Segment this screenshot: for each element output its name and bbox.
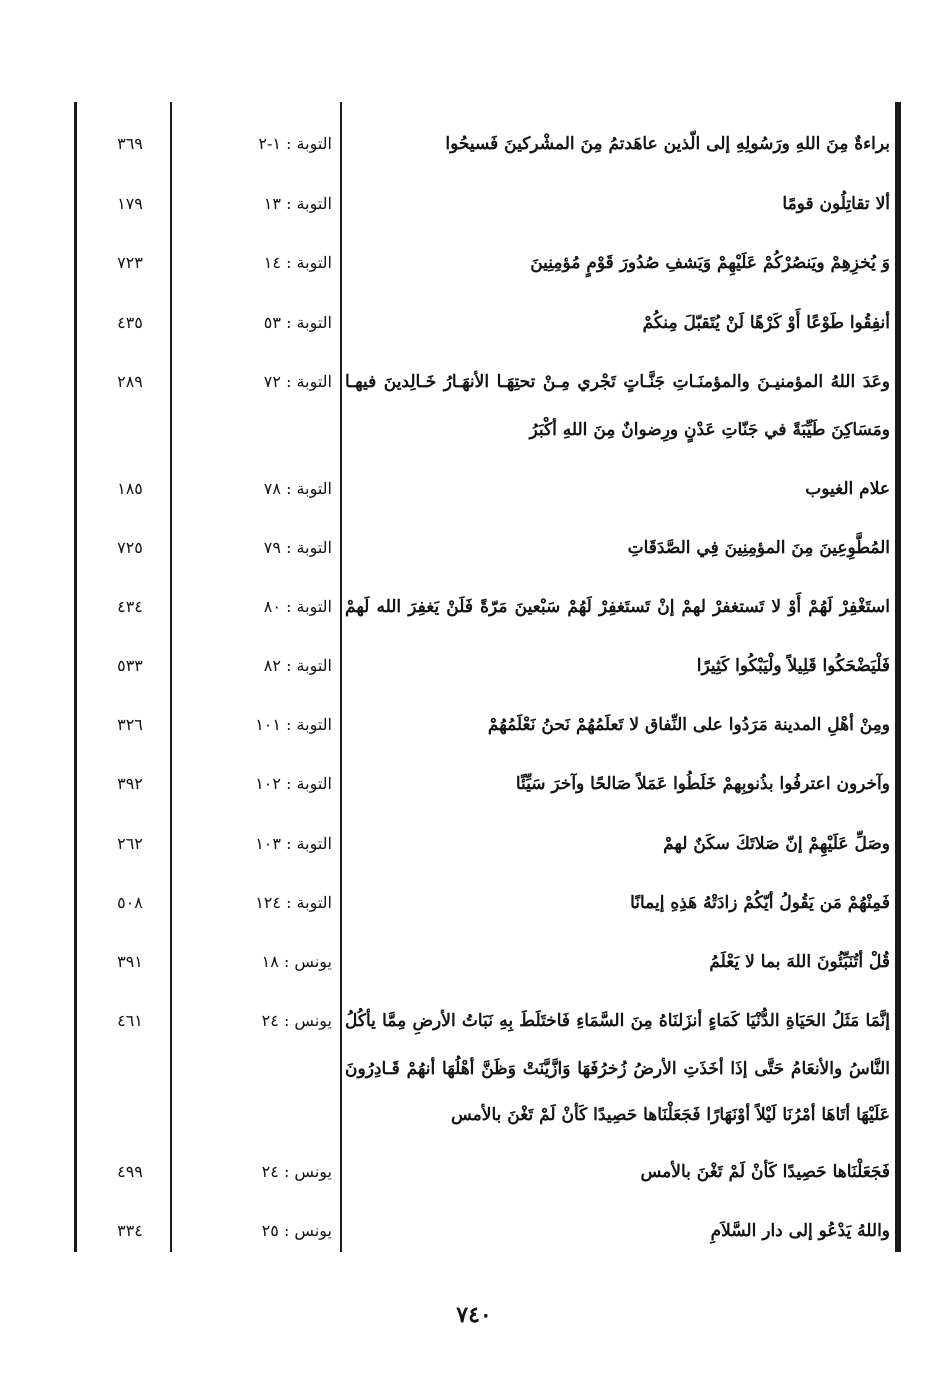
page-number: ٤٣٥ — [117, 313, 143, 332]
surah-reference: التوبة : ٥٣ — [263, 313, 332, 332]
verse-text: فَجَعَلْنَاها حَصِيدًا كَأنْ لَمْ تَغْنَ بالأمس — [640, 1162, 890, 1182]
surah-reference: التوبة : ١٢٤ — [255, 893, 332, 912]
verse-text: براءةٌ مِنَ اللهِ ورَسُولِهِ إلى الّذين عاهَدتمُ مِنَ المشْركينَ فَسيحُوا — [445, 134, 890, 154]
page-number: ٣٢٦ — [117, 715, 143, 734]
page-number: ٢٦٢ — [117, 834, 143, 853]
verse-text: واللهُ يَدْعُو إلى دار السَّلاَمِ — [710, 1221, 890, 1241]
page-column-divider — [170, 102, 172, 1252]
page-number: ٣٣٤ — [117, 1221, 143, 1240]
page-number: ٤٩٩ — [117, 1162, 143, 1181]
page-number: ٧٢٣ — [117, 253, 143, 272]
verse-text: فَمِنْهُمْ مَن يَقُولُ أيّكُمْ زادَتْهُ هَذِهِ إيمانًا — [630, 893, 890, 913]
page-number: ٥٣٣ — [117, 656, 143, 675]
page-number: ٧٢٥ — [117, 538, 143, 557]
surah-reference: التوبة : ٧٩ — [263, 538, 332, 557]
page-number: ٣٦٩ — [117, 134, 143, 153]
verse-text: ألا تقاتِلُون قومًا — [782, 194, 890, 214]
surah-reference: التوبة : ٨٢ — [263, 656, 332, 675]
surah-reference: التوبة : ١٤ — [263, 253, 332, 272]
surah-reference: التوبة : ١٠٢ — [255, 774, 332, 793]
right-border-rule — [895, 102, 901, 1252]
page-number: ١٨٥ — [117, 479, 143, 498]
surah-reference: التوبة : ١٣ — [263, 194, 332, 213]
verse-text-line: عَلَيْهَا أتَاهَا أمْرُنَا لَيْلاً أوْنَهَارًا فَجَعَلْنَاها حَصِيدًا كَأنْ لَمْ تَغْنَ بالأمس — [451, 1105, 890, 1125]
verse-text: ومِنْ أهْلِ المدينة مَرَدُوا على النِّفاق لا تَعلَمُهُمْ نَحنُ نَعْلَمُهُمْ — [487, 715, 890, 735]
verse-text-line: ومَسَاكِنَ طَيِّبَةً في جَنّاتِ عَدْنٍ ورِضوانٌ مِنَ اللهِ أكْبَرُ — [529, 420, 890, 440]
surah-reference: التوبة : ١٠٣ — [255, 834, 332, 853]
page-number: ٤٦١ — [117, 1011, 143, 1030]
left-border-rule — [74, 102, 77, 1252]
verse-text: استَغْفِرْ لَهُمْ أَوْ لا تَستغفرْ لهمْ إنْ تَستَغفِرْ لَهُمْ سَبْعينَ مَرّةً فَلَنْ يَغفِرَ الله لَهمْ — [345, 597, 890, 617]
verse-text: وصَلِّ عَلَيْهِمْ إنّ صَلاتَكَ سكَنٌ لهمْ — [663, 834, 890, 854]
surah-reference: يونس : ١٨ — [261, 952, 332, 971]
verse-text: فَلْيَضْحَكُوا قَلِيلاً ولْيَبْكُوا كَثِيرًا — [696, 656, 890, 676]
surah-reference: يونس : ٢٥ — [261, 1221, 332, 1240]
reference-column-divider — [340, 102, 342, 1252]
verse-text-line: وعَدَ اللهُ المؤمنيـنَ والمؤمنَـاتِ جَنَّـاتٍ تَجْري مِـنْ تحتِهَـا الأنهَـارُ خَـالِدينَ فيهـا — [345, 372, 890, 392]
verse-text: وآخرون اعترفُوا بذُنوبِهمْ خَلَطُوا عَمَلاً صَالحًا وآخرَ سَيِّئًا — [515, 774, 890, 794]
verse-text: وَ يُخزِهِمْ ويَنصُرْكُمْ عَلَيْهِمْ وَيَشفِ صُدُورَ قَوْمٍ مُؤمِنِينَ — [530, 253, 890, 273]
verse-text: علام الغيوب — [805, 479, 890, 499]
folio-page-number: ٧٤٠ — [456, 1302, 492, 1328]
page-number: ٤٣٤ — [117, 597, 143, 616]
page-number: ٥٠٨ — [117, 893, 143, 912]
surah-reference: التوبة : ٨٠ — [263, 597, 332, 616]
surah-reference: التوبة : ٧٨ — [263, 479, 332, 498]
page-number: ٣٩١ — [117, 952, 143, 971]
surah-reference: يونس : ٢٤ — [261, 1011, 332, 1030]
page-number: ٢٨٩ — [117, 372, 143, 391]
page-number: ١٧٩ — [117, 194, 143, 213]
verse-text: المُطَّوِعِينَ مِنَ المؤمِنِينَ فِي الصَّدَقَاتِ — [627, 538, 890, 558]
verse-text-line: إنَّمَا مَثَلُ الحَيَاةِ الدُّنْيَا كَمَاءٍ أنزَلنَاهُ مِنَ السَّمَاءِ فَاختَلَطَ بِهِ نَبَاتُ الأرضِ مِمَّا يأكُلُ — [345, 1011, 890, 1031]
surah-reference: التوبة : ٧٢ — [263, 372, 332, 391]
surah-reference: التوبة : ١-٢ — [258, 134, 332, 153]
page-number: ٣٩٢ — [117, 774, 143, 793]
surah-reference: التوبة : ١٠١ — [255, 715, 332, 734]
surah-reference: يونس : ٢٤ — [261, 1162, 332, 1181]
verse-text-line: النَّاسُ والأنعَامُ حَتَّى إذَا أخَذَتِ الأرضُ زُخرُفَهَا وَازَّيَّنَتْ وَظَنَّ أهْلُهَا أنهُمْ قَـادِرُونَ — [345, 1059, 890, 1079]
verse-text: قُلْ أتُنَبِّئُونَ اللهَ بما لا يَعْلَمُ — [709, 952, 890, 972]
verse-text: أنفِقُوا طَوْعًا أَوْ كَرْهًا لَنْ يُتَقبّلَ مِنكُمْ — [642, 313, 890, 333]
